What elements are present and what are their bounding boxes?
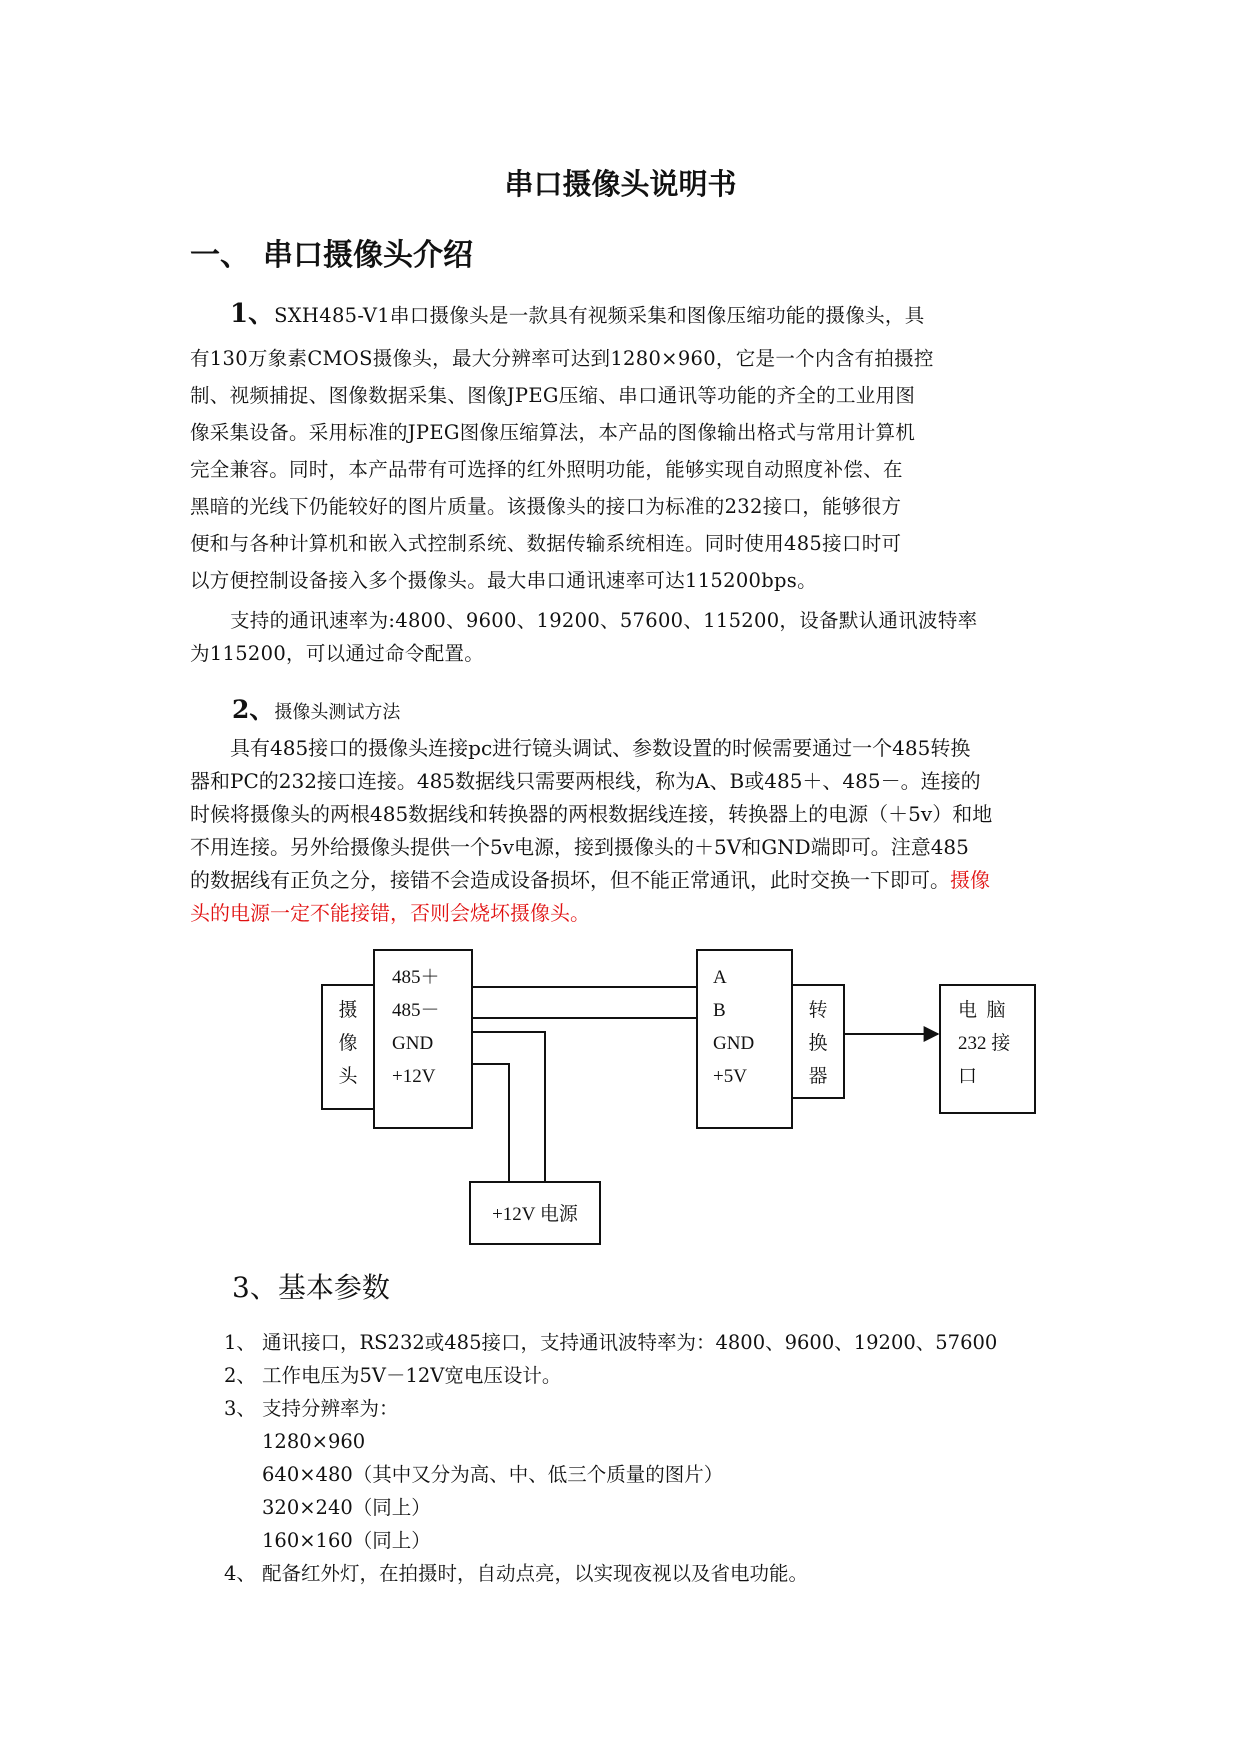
list-item-number: 3、 <box>224 1397 256 1420</box>
list-item <box>224 1557 809 1590</box>
intro-text-line: SXH485-V1串口摄像头是一款具有视频采集和图像压缩功能的摄像头，具 <box>274 304 925 327</box>
list-item-text: 工作电压为5V－12V宽电压设计。 <box>262 1364 562 1387</box>
list-item <box>224 1392 723 1425</box>
test-line: 的数据线有正负之分，接错不会造成设备损坏，但不能正常通讯，此时交换一下即可。 <box>190 868 950 892</box>
power-supply-label: +12V 电源 <box>492 1204 578 1225</box>
pc-label: 口 <box>958 1066 978 1087</box>
list-item-number: 1、 <box>224 1331 256 1354</box>
list-item-number: 2、 <box>224 1364 256 1387</box>
list-item-text: 支持分辨率为： <box>262 1397 399 1420</box>
test-line: 不用连接。另外给摄像头提供一个5v电源，接到摄像头的＋5V和GND端即可。注意485 <box>190 835 969 859</box>
section-1-title: 串口摄像头介绍 <box>263 238 473 273</box>
converter-pin-label: A <box>713 967 727 988</box>
list-item <box>224 1359 723 1392</box>
intro-text-line: 像采集设备。采用标准的JPEG图像压缩算法，本产品的图像输出格式与常用计算机 <box>190 421 916 444</box>
resolution-item: 1280×960 <box>262 1430 366 1453</box>
converter-pin-label: GND <box>713 1033 755 1054</box>
camera-pin-label: +12V <box>392 1066 436 1087</box>
wire-12v <box>472 1064 509 1182</box>
resolution-item: 160×160（同上） <box>262 1529 431 1552</box>
section-2-number: 2、 <box>232 695 275 724</box>
baud-line: 支持的通讯速率为:4800、9600、19200、57600、115200，设备默认通讯波特率 <box>230 609 978 632</box>
warning-text: 头的电源一定不能接错，否则会烧坏摄像头。 <box>190 901 590 925</box>
baud-line: 为115200，可以通过命令配置。 <box>190 642 485 665</box>
test-line: 时候将摄像头的两根485数据线和转换器的两根数据线连接，转换器上的电源（＋5v）和地 <box>190 802 993 826</box>
resolution-item: 640×480（其中又分为高、中、低三个质量的图片） <box>262 1463 724 1486</box>
converter-label: 转 <box>808 1000 828 1021</box>
camera-pin-label: GND <box>392 1033 434 1054</box>
section-2-title: 摄像头测试方法 <box>274 702 401 723</box>
intro-text-line: 有130万象素CMOS摄像头，最大分辨率可达到1280×960，它是一个内含有拍摄控 <box>190 347 934 370</box>
converter-pin-label: +5V <box>713 1066 747 1087</box>
test-line: 器和PC的232接口连接。485数据线只需要两根线，称为A、B或485＋、485－。连接的 <box>190 769 981 793</box>
list-item-number: 4、 <box>224 1562 256 1585</box>
intro-text-line: 完全兼容。同时，本产品带有可选择的红外照明功能，能够实现自动照度补偿、在 <box>190 458 903 481</box>
test-line: 具有485接口的摄像头连接pc进行镜头调试、参数设置的时候需要通过一个485转换 <box>230 736 971 760</box>
converter-label: 换 <box>808 1033 828 1054</box>
converter-pin-label: B <box>713 1000 726 1021</box>
page-title: 串口摄像头说明书 <box>504 167 737 201</box>
pc-label: 电 脑 <box>958 1000 1006 1021</box>
camera-label: 头 <box>338 1066 358 1087</box>
camera-label: 像 <box>338 1033 358 1054</box>
camera-pin-label: 485－ <box>392 1000 440 1021</box>
pc-label: 232 接 <box>958 1033 1011 1054</box>
parameter-list <box>224 1326 998 1590</box>
camera-label: 摄 <box>338 1000 358 1021</box>
intro-text-line: 以方便控制设备接入多个摄像头。最大串口通讯速率可达115200bps。 <box>190 569 817 592</box>
section-1-number: 一、 <box>190 238 250 273</box>
list-item <box>224 1326 998 1359</box>
intro-text-line: 黑暗的光线下仍能较好的图片质量。该摄像头的接口为标准的232接口，能够很方 <box>190 495 902 518</box>
converter-label: 器 <box>808 1066 828 1087</box>
section-3-heading: 3、基本参数 <box>232 1271 390 1304</box>
intro-text-line: 制、视频捕捉、图像数据采集、图像JPEG压缩、串口通讯等功能的齐全的工业用图 <box>190 384 916 407</box>
intro-text-line: 便和与各种计算机和嵌入式控制系统、数据传输系统相连。同时使用485接口时可 <box>190 532 902 555</box>
list-item-text: 通讯接口，RS232或485接口，支持通讯波特率为：4800、9600、19200、57600 <box>262 1331 998 1354</box>
warning-text: 摄像 <box>950 868 990 892</box>
resolution-item: 320×240（同上） <box>262 1496 431 1519</box>
intro-number: 1、 <box>230 299 275 329</box>
list-item-text: 配备红外灯，在拍摄时，自动点亮，以实现夜视以及省电功能。 <box>262 1562 809 1585</box>
camera-pin-label: 485＋ <box>392 967 440 988</box>
